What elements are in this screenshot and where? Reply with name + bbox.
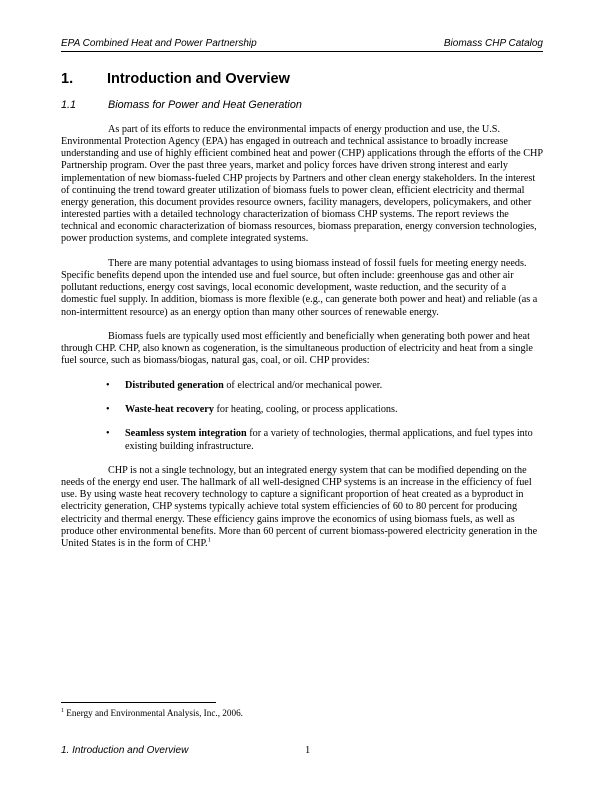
paragraph-4-text: CHP is not a single technology, but an integrated energy system that can be modified depending on the needs of the energy end user. The hallmark of all well-designed CHP systems is an increase in the efficiency of fuel use. By using waste heat recovery technology to capture a significant proportion of heat created as a byproduct in electricity generation, CHP systems typically achieve total system efficiencies of 60 to 80 percent for producing electricity and thermal energy. These efficiency gains improve the economics of using biomass fuels, as well as produce other environmental benefits. More than 60 percent of current biomass-powered electricity generation in the United States is in the form of CHP.: [61, 464, 538, 549]
chp-benefits-list: [61, 380, 543, 453]
list-item-term: Seamless system integration: [125, 428, 247, 440]
list-item: [61, 428, 543, 452]
paragraph-2: There are many potential advantages to using biomass instead of fossil fuels for meeting energy needs. Specific benefits depend upon the intended use and fuel source, but often include: greenhouse gas and other air pollutant reductions, energy cost savings, local economic development, waste reduction, and the security of a domestic fuel supply. In addition, biomass is more flexible (e.g., can generate both power and heat) and reliable (as a non-intermittent resource) as an energy option than many other sources of renewable energy.: [61, 257, 538, 318]
bullet-icon: •: [106, 428, 110, 440]
running-header: [61, 38, 543, 52]
page-number: 1: [305, 745, 311, 756]
bullet-icon: •: [106, 404, 110, 416]
footnote-separator: [61, 702, 216, 703]
subsection-heading: [61, 99, 302, 111]
section-title: Introduction and Overview: [107, 71, 290, 87]
page-footer: [61, 745, 543, 759]
subsection-title: Biomass for Power and Heat Generation: [108, 99, 302, 111]
list-item: [61, 380, 543, 392]
footnote: [61, 708, 243, 718]
list-item-term: Distributed generation: [125, 379, 224, 391]
list-item: [61, 404, 543, 416]
list-item-text: of electrical and/or mechanical power.: [223, 379, 383, 391]
bullet-icon: •: [106, 379, 110, 391]
footnote-marker: 1: [61, 707, 64, 714]
list-item-text: for heating, cooling, or process applications.: [213, 404, 398, 416]
paragraph-1: As part of its efforts to reduce the environmental impacts of energy production and use, the U.S. Environmental Protection Agency (EPA) has engaged in outreach and technical assistance to broadly increase understanding and use of highly efficient combined heat and power (CHP) applications through the efforts of the CHP Partnership program. Over the past three years, market and policy forces have driven strong interest and early implementation of new biomass-fueled CHP projects by Partners and other clean energy stakeholders. In the interest of continuing the trend toward greater utilization of biomass fuels to power clean, efficient electricity and thermal energy generation, this document provides resource owners, facility managers, developers, policymakers, and other interested parties with a detailed technology characterization of biomass CHP systems. The report reviews the technical and economic characterization of biomass resources, biomass preparation, energy conversion technologies, power production systems, and complete integrated systems.: [61, 124, 543, 245]
list-item-term: Waste-heat recovery: [125, 404, 214, 416]
header-left-text: EPA Combined Heat and Power Partnership: [61, 38, 257, 49]
paragraph-3: Biomass fuels are typically used most efficiently and beneficially when generating both power and heat through CHP. CHP, also known as cogeneration, is the simultaneous production of electricity and heat from a single fuel source, such as biomass/biogas, natural gas, coal, or oil. CHP provides:: [61, 331, 533, 367]
header-right-text: Biomass CHP Catalog: [443, 38, 543, 49]
footnote-reference[interactable]: 1: [207, 536, 211, 544]
footnote-text: Energy and Environmental Analysis, Inc., 2006.: [64, 708, 243, 718]
body-text: [61, 124, 543, 562]
section-heading: [61, 71, 290, 87]
paragraph-4: [61, 465, 543, 550]
subsection-number: 1.1: [61, 99, 77, 111]
list-item-text: for a variety of technologies, thermal applications, and fuel types into existing building infrastructure.: [125, 428, 533, 452]
section-number: 1.: [61, 71, 74, 87]
footer-section-label: 1. Introduction and Overview: [61, 745, 189, 756]
